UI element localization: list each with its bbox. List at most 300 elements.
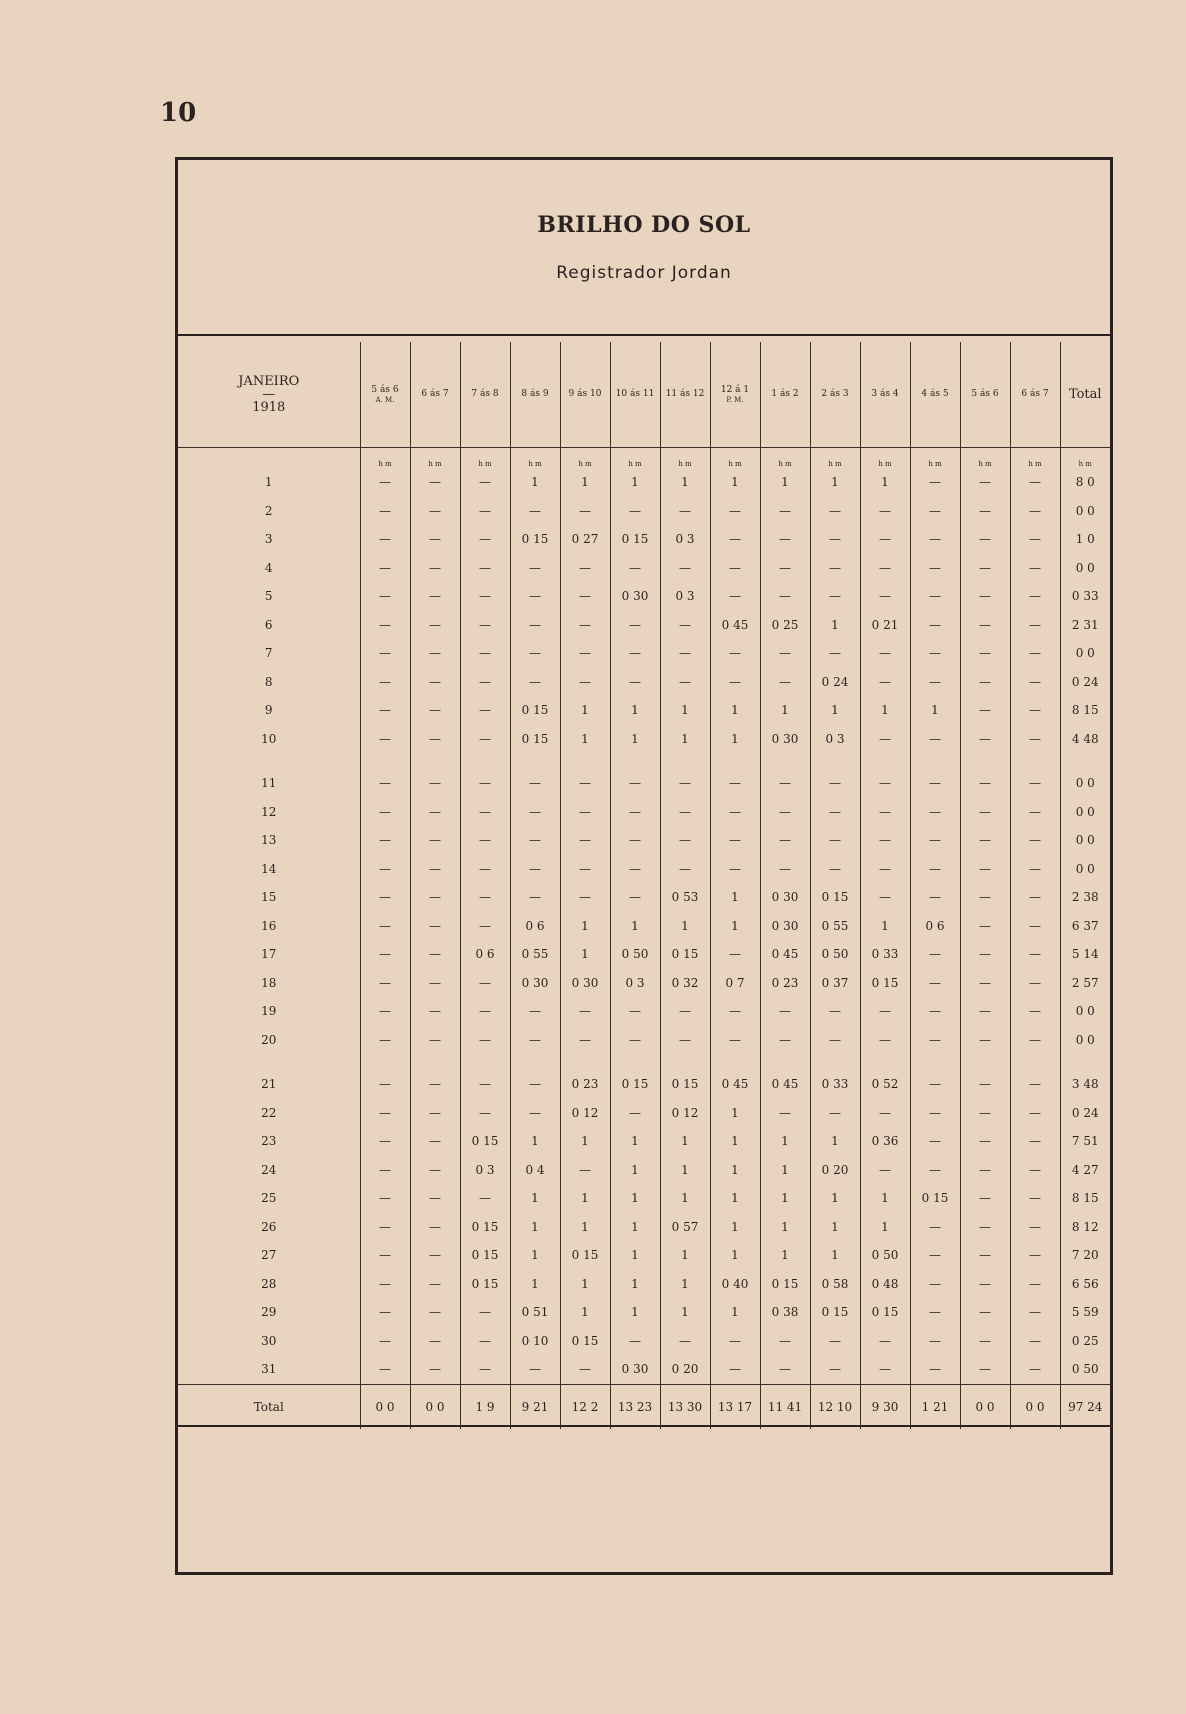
value-cell: — — [560, 611, 610, 640]
value-cell: 0 0 — [1060, 855, 1110, 884]
value-cell: — — [960, 1184, 1010, 1213]
value-cell: 0 7 — [710, 969, 760, 998]
value-cell: 1 — [510, 1184, 560, 1213]
value-cell: 0 37 — [810, 969, 860, 998]
value-cell: — — [960, 1026, 1010, 1055]
total-cell: 0 0 — [360, 1384, 410, 1429]
table-frame — [175, 157, 1113, 1575]
value-cell: 0 4 — [510, 1156, 560, 1185]
value-cell: — — [410, 997, 460, 1026]
spacer-cell — [810, 1054, 860, 1070]
spacer-cell — [860, 1054, 910, 1070]
spacer-cell — [810, 753, 860, 769]
month-label: JANEIRO — [238, 373, 300, 389]
value-cell: — — [960, 554, 1010, 583]
value-cell: — — [510, 855, 560, 884]
table-row — [178, 725, 1110, 754]
column-header — [610, 342, 660, 448]
value-cell: — — [960, 582, 1010, 611]
value-cell: — — [960, 883, 1010, 912]
value-cell: 0 45 — [760, 1070, 810, 1099]
value-cell: — — [660, 1327, 710, 1356]
column-label: 11 ás 12 — [665, 389, 705, 400]
value-cell: — — [960, 668, 1010, 697]
value-cell: 0 45 — [760, 940, 810, 969]
value-cell: — — [610, 1099, 660, 1128]
value-cell: — — [860, 1099, 910, 1128]
value-cell: — — [360, 940, 410, 969]
value-cell: — — [510, 769, 560, 798]
value-cell: — — [960, 468, 1010, 497]
table-row — [178, 826, 1110, 855]
value-cell: — — [360, 696, 410, 725]
value-cell: — — [710, 826, 760, 855]
value-cell: 0 15 — [860, 969, 910, 998]
value-cell: 0 6 — [910, 912, 960, 941]
value-cell: — — [660, 826, 710, 855]
value-cell: — — [410, 468, 460, 497]
value-cell: — — [460, 798, 510, 827]
value-cell: 1 — [510, 468, 560, 497]
value-cell: — — [960, 997, 1010, 1026]
value-cell: — — [510, 668, 560, 697]
value-cell: 1 — [560, 1213, 610, 1242]
header-row — [178, 342, 1110, 448]
value-cell: 0 25 — [760, 611, 810, 640]
spacer-cell — [1010, 753, 1060, 769]
value-cell: 0 15 — [760, 1270, 810, 1299]
value-cell: — — [410, 855, 460, 884]
column-header — [810, 342, 860, 448]
value-cell: — — [510, 1070, 560, 1099]
value-cell: — — [360, 1298, 410, 1327]
column-header — [410, 342, 460, 448]
value-cell: — — [360, 1184, 410, 1213]
value-cell: — — [510, 883, 560, 912]
value-cell: 7 51 — [1060, 1127, 1110, 1156]
value-cell: — — [410, 798, 460, 827]
table-row — [178, 611, 1110, 640]
value-cell: 1 — [860, 696, 910, 725]
value-cell: — — [410, 969, 460, 998]
value-cell: 1 — [760, 1184, 810, 1213]
value-cell: — — [560, 826, 610, 855]
value-cell: 0 55 — [810, 912, 860, 941]
value-cell: 3 48 — [1060, 1070, 1110, 1099]
value-cell: — — [410, 1070, 460, 1099]
value-cell: 1 — [610, 725, 660, 754]
value-cell: 0 15 — [660, 1070, 710, 1099]
value-cell: 1 — [610, 912, 660, 941]
value-cell: — — [510, 582, 560, 611]
spacer-cell — [860, 753, 910, 769]
value-cell: — — [610, 639, 660, 668]
value-cell: — — [710, 1355, 760, 1384]
value-cell: — — [1010, 855, 1060, 884]
table-body — [178, 468, 1110, 1384]
value-cell: — — [860, 497, 910, 526]
value-cell: — — [510, 997, 560, 1026]
unit-label: h m — [810, 448, 860, 469]
value-cell: 0 33 — [1060, 582, 1110, 611]
value-cell: 0 20 — [660, 1355, 710, 1384]
value-cell: 0 33 — [810, 1070, 860, 1099]
column-label: 5 ás 6 — [371, 384, 399, 395]
spacer-cell — [910, 753, 960, 769]
column-header — [860, 342, 910, 448]
value-cell: — — [560, 1355, 610, 1384]
value-cell: 0 33 — [860, 940, 910, 969]
value-cell: 0 24 — [1060, 668, 1110, 697]
table-row — [178, 696, 1110, 725]
value-cell: 0 24 — [1060, 1099, 1110, 1128]
value-cell: — — [910, 1213, 960, 1242]
spacer-cell — [760, 1054, 810, 1070]
table-row — [178, 1127, 1110, 1156]
value-cell: — — [610, 497, 660, 526]
value-cell: — — [410, 525, 460, 554]
value-cell: — — [410, 668, 460, 697]
value-cell: — — [360, 798, 410, 827]
value-cell: — — [910, 826, 960, 855]
spacer-cell — [1010, 1054, 1060, 1070]
day-cell: 20 — [261, 1032, 277, 1047]
value-cell: — — [460, 826, 510, 855]
value-cell: 0 30 — [760, 912, 810, 941]
value-cell: — — [810, 497, 860, 526]
value-cell: 0 15 — [810, 1298, 860, 1327]
value-cell: 0 50 — [810, 940, 860, 969]
value-cell: — — [1010, 1213, 1060, 1242]
value-cell: — — [560, 1156, 610, 1185]
value-cell: 0 50 — [860, 1241, 910, 1270]
value-cell: 1 0 — [1060, 525, 1110, 554]
value-cell: — — [710, 1327, 760, 1356]
value-cell: — — [960, 855, 1010, 884]
value-cell: — — [410, 826, 460, 855]
value-cell: 4 48 — [1060, 725, 1110, 754]
value-cell: 0 52 — [860, 1070, 910, 1099]
value-cell: — — [410, 639, 460, 668]
value-cell: — — [960, 1070, 1010, 1099]
value-cell: 0 45 — [710, 1070, 760, 1099]
value-cell: — — [960, 769, 1010, 798]
value-cell: — — [410, 1127, 460, 1156]
table-row — [178, 1298, 1110, 1327]
column-label: 6 ás 7 — [421, 389, 449, 400]
table-row — [178, 1241, 1110, 1270]
value-cell: 0 6 — [510, 912, 560, 941]
value-cell: — — [1010, 1156, 1060, 1185]
column-header — [560, 342, 610, 448]
value-cell: — — [810, 1327, 860, 1356]
value-cell: 0 27 — [560, 525, 610, 554]
value-cell: 0 55 — [510, 940, 560, 969]
value-cell: — — [810, 1099, 860, 1128]
column-label: 9 ás 10 — [568, 389, 602, 400]
value-cell: — — [960, 1298, 1010, 1327]
table-title: BRILHO DO SOL — [537, 212, 751, 238]
value-cell: — — [960, 912, 1010, 941]
table-row — [178, 1184, 1110, 1213]
value-cell: — — [360, 912, 410, 941]
value-cell: — — [360, 497, 410, 526]
value-cell: — — [460, 883, 510, 912]
value-cell: 1 — [660, 1241, 710, 1270]
value-cell: 1 — [860, 1184, 910, 1213]
value-cell: 1 — [610, 1270, 660, 1299]
value-cell: — — [560, 668, 610, 697]
value-cell: 1 — [760, 1241, 810, 1270]
column-sublabel: P. M. — [726, 395, 744, 404]
value-cell: — — [660, 997, 710, 1026]
value-cell: — — [860, 582, 910, 611]
value-cell: — — [710, 798, 760, 827]
value-cell: 2 31 — [1060, 611, 1110, 640]
day-cell: 17 — [261, 947, 277, 962]
day-cell: 1 — [264, 475, 273, 490]
value-cell: — — [860, 554, 910, 583]
value-cell: — — [860, 525, 910, 554]
spacer-row — [178, 753, 1110, 769]
value-cell: 2 57 — [1060, 969, 1110, 998]
value-cell: 1 — [610, 1156, 660, 1185]
value-cell: — — [560, 997, 610, 1026]
value-cell: 0 21 — [860, 611, 910, 640]
value-cell: — — [710, 582, 760, 611]
value-cell: 0 15 — [560, 1327, 610, 1356]
value-cell: 0 58 — [810, 1270, 860, 1299]
value-cell: — — [660, 611, 710, 640]
total-cell: 0 0 — [960, 1384, 1010, 1429]
value-cell: 1 — [710, 912, 760, 941]
value-cell: — — [510, 1355, 560, 1384]
value-cell: — — [1010, 639, 1060, 668]
value-cell: — — [960, 611, 1010, 640]
table-row — [178, 912, 1110, 941]
day-cell: 16 — [261, 918, 277, 933]
value-cell: — — [460, 997, 510, 1026]
unit-label: h m — [610, 448, 660, 469]
value-cell: — — [1010, 1070, 1060, 1099]
value-cell: 1 — [610, 696, 660, 725]
value-cell: 1 — [660, 696, 710, 725]
column-header — [1010, 342, 1060, 448]
value-cell: 1 — [710, 1127, 760, 1156]
value-cell: — — [610, 668, 660, 697]
value-cell: — — [1010, 826, 1060, 855]
value-cell: — — [960, 497, 1010, 526]
value-cell: — — [760, 997, 810, 1026]
unit-label: h m — [660, 448, 710, 469]
value-cell: — — [860, 855, 910, 884]
value-cell: — — [460, 725, 510, 754]
column-sublabel: A. M. — [375, 395, 395, 404]
value-cell: 1 — [710, 725, 760, 754]
value-cell: — — [810, 855, 860, 884]
value-cell: — — [860, 1355, 910, 1384]
value-cell: — — [910, 1070, 960, 1099]
value-cell: 8 15 — [1060, 1184, 1110, 1213]
page-number: 10 — [160, 98, 197, 128]
value-cell: 8 12 — [1060, 1213, 1110, 1242]
value-cell: — — [910, 769, 960, 798]
column-header — [660, 342, 710, 448]
day-cell: 5 — [264, 589, 273, 604]
value-cell: 1 — [610, 1298, 660, 1327]
value-cell: — — [1010, 1127, 1060, 1156]
day-cell: 27 — [261, 1248, 277, 1263]
value-cell: 1 — [810, 1213, 860, 1242]
value-cell: — — [960, 1213, 1010, 1242]
value-cell: — — [910, 554, 960, 583]
column-header — [1060, 342, 1110, 448]
value-cell: — — [560, 883, 610, 912]
value-cell: — — [910, 969, 960, 998]
value-cell: 1 — [710, 696, 760, 725]
value-cell: 0 3 — [660, 582, 710, 611]
unit-label: h m — [460, 448, 510, 469]
value-cell: — — [910, 855, 960, 884]
value-cell: 5 14 — [1060, 940, 1110, 969]
value-cell: 0 20 — [810, 1156, 860, 1185]
column-label: 5 ás 6 — [971, 389, 999, 400]
value-cell: — — [610, 769, 660, 798]
table-row — [178, 769, 1110, 798]
value-cell: — — [360, 639, 410, 668]
value-cell: 1 — [810, 1241, 860, 1270]
day-cell: 6 — [264, 617, 273, 632]
value-cell: — — [810, 798, 860, 827]
value-cell: — — [1010, 969, 1060, 998]
value-cell: 2 38 — [1060, 883, 1110, 912]
value-cell: — — [710, 668, 760, 697]
total-cell: 1 21 — [910, 1384, 960, 1429]
value-cell: 0 3 — [610, 969, 660, 998]
value-cell: 6 56 — [1060, 1270, 1110, 1299]
value-cell: — — [510, 798, 560, 827]
value-cell: 0 25 — [1060, 1327, 1110, 1356]
value-cell: — — [410, 1213, 460, 1242]
value-cell: 0 15 — [610, 1070, 660, 1099]
value-cell: — — [460, 855, 510, 884]
value-cell: — — [860, 1156, 910, 1185]
value-cell: — — [760, 826, 810, 855]
spacer-cell — [960, 753, 1010, 769]
value-cell: 0 57 — [660, 1213, 710, 1242]
value-cell: — — [1010, 1184, 1060, 1213]
value-cell: — — [360, 554, 410, 583]
unit-label: h m — [1060, 448, 1110, 469]
day-cell: 11 — [261, 776, 277, 791]
value-cell: — — [960, 696, 1010, 725]
value-cell: — — [760, 639, 810, 668]
value-cell: 1 — [660, 1127, 710, 1156]
spacer-cell — [1060, 753, 1110, 769]
value-cell: 0 24 — [810, 668, 860, 697]
table-row — [178, 997, 1110, 1026]
column-label: 6 ás 7 — [1021, 389, 1049, 400]
value-cell: — — [910, 468, 960, 497]
value-cell: 0 0 — [1060, 554, 1110, 583]
value-cell: — — [910, 668, 960, 697]
value-cell: — — [560, 855, 610, 884]
value-cell: — — [1010, 611, 1060, 640]
day-cell: 31 — [261, 1362, 277, 1377]
value-cell: — — [910, 1298, 960, 1327]
column-header — [910, 342, 960, 448]
value-cell: — — [410, 1156, 460, 1185]
value-cell: — — [760, 1327, 810, 1356]
value-cell: 0 0 — [1060, 769, 1110, 798]
value-cell: — — [460, 769, 510, 798]
value-cell: 0 15 — [610, 525, 660, 554]
value-cell: — — [510, 554, 560, 583]
value-cell: 1 — [560, 1127, 610, 1156]
column-header — [760, 342, 810, 448]
day-cell: 18 — [261, 975, 277, 990]
value-cell: — — [710, 497, 760, 526]
value-cell: — — [560, 798, 610, 827]
value-cell: — — [960, 969, 1010, 998]
value-cell: — — [410, 1099, 460, 1128]
value-cell: — — [660, 769, 710, 798]
value-cell: 1 — [810, 611, 860, 640]
value-cell: — — [810, 554, 860, 583]
value-cell: — — [660, 798, 710, 827]
table-row — [178, 1355, 1110, 1384]
table-row — [178, 668, 1110, 697]
value-cell: — — [360, 997, 410, 1026]
value-cell: — — [910, 1327, 960, 1356]
table-row — [178, 1026, 1110, 1055]
value-cell: 1 — [560, 1298, 610, 1327]
value-cell: — — [760, 1099, 810, 1128]
total-cell: 13 30 — [660, 1384, 710, 1429]
spacer-cell — [1060, 1054, 1110, 1070]
table-row — [178, 969, 1110, 998]
column-label: 3 ás 4 — [871, 389, 899, 400]
value-cell: 0 6 — [460, 940, 510, 969]
value-cell: 1 — [810, 696, 860, 725]
value-cell: 0 3 — [660, 525, 710, 554]
value-cell: 0 30 — [760, 725, 810, 754]
value-cell: 8 0 — [1060, 468, 1110, 497]
value-cell: 0 15 — [660, 940, 710, 969]
day-cell: 3 — [264, 532, 273, 547]
value-cell: 5 59 — [1060, 1298, 1110, 1327]
column-label: 4 ás 5 — [921, 389, 949, 400]
value-cell: — — [360, 668, 410, 697]
total-cell: 0 0 — [410, 1384, 460, 1429]
day-cell: 23 — [261, 1134, 277, 1149]
value-cell: — — [410, 1270, 460, 1299]
value-cell: — — [660, 1026, 710, 1055]
value-cell: — — [960, 1127, 1010, 1156]
value-cell: — — [460, 1327, 510, 1356]
value-cell: 1 — [810, 1184, 860, 1213]
day-cell: 2 — [264, 503, 273, 518]
value-cell: — — [410, 1355, 460, 1384]
value-cell: 1 — [660, 1298, 710, 1327]
value-cell: 1 — [760, 1156, 810, 1185]
value-cell: — — [1010, 769, 1060, 798]
value-cell: — — [810, 525, 860, 554]
value-cell: — — [1010, 883, 1060, 912]
value-cell: 1 — [560, 912, 610, 941]
value-cell: — — [660, 639, 710, 668]
value-cell: — — [410, 696, 460, 725]
